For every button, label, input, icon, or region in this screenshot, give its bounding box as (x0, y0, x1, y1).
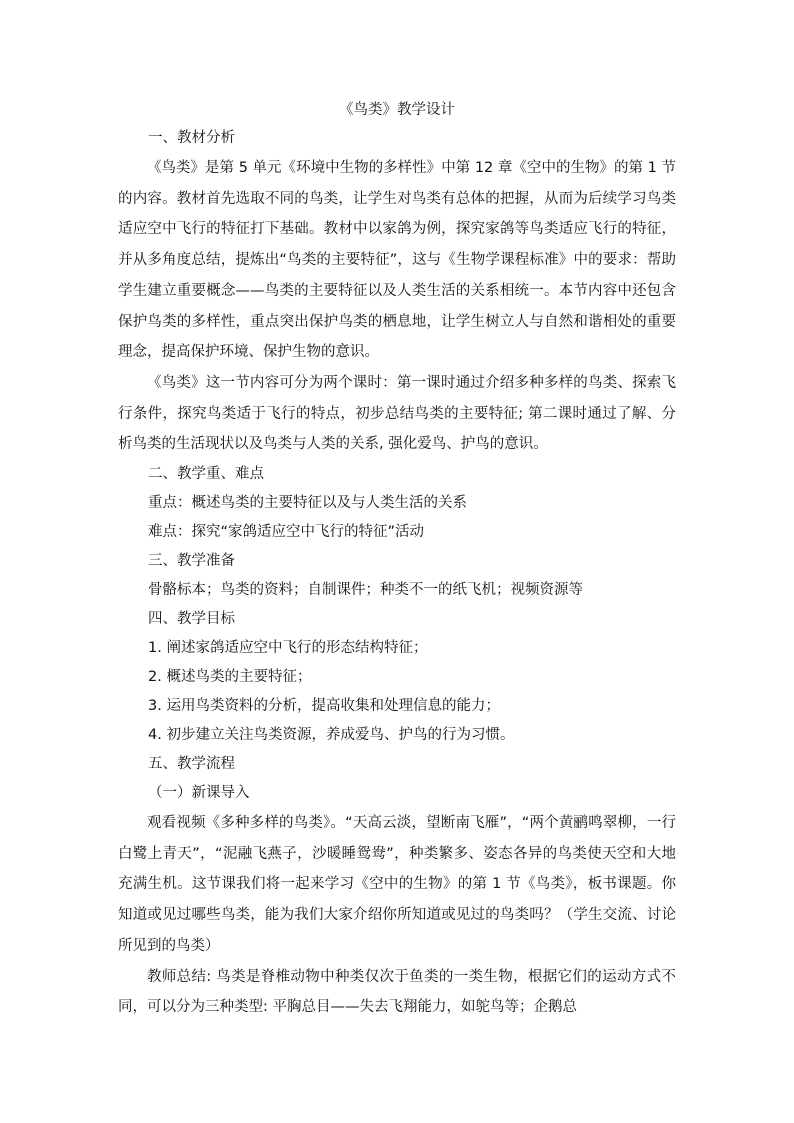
document-page (118, 96, 676, 1023)
paragraph-textbook-analysis: 《鸟类》是第 5 单元《环境中生物的多样性》中第 12 章《空中的生物》的第 1 节的内容。教材首先选取不同的鸟类，让学生对鸟类有总体的把握，从而为后续学习鸟类适应空中飞行的特征打下基础。教材中以家鸽为例，探究家鸽等鸟类适应飞行的特征，并从多角度总结，提炼出“鸟类的主要特征”，这与《生物学课程标准》中的要求：帮助学生建立重要概念——鸟类的主要特征以及人类生活的关系相统一。本节内容中还包含保护鸟类的多样性，重点突出保护鸟类的栖息地，让学生树立人与自然和谐相处的重要理念，提高保护环境、保护生物的意识。 (118, 160, 676, 361)
preparation-items: 骨骼标本；鸟类的资料；自制课件；种类不一的纸飞机；视频资源等 (148, 582, 583, 599)
section-heading-key-points: 二、教学重、难点 (148, 466, 264, 483)
section-heading-objectives: 四、教学目标 (148, 611, 235, 628)
section-heading-process: 五、教学流程 (148, 756, 235, 773)
difficult-point-line: 难点：探究“家鸽适应空中飞行的特征”活动 (148, 524, 425, 541)
objective-item: 4. 初步建立关注鸟类资源，养成爱鸟、护鸟的行为习惯。 (148, 727, 515, 744)
key-point-line: 重点：概述鸟类的主要特征以及与人类生活的关系 (148, 495, 467, 512)
objective-item: 3. 运用鸟类资料的分析，提高收集和处理信息的能力； (148, 698, 500, 715)
subsection-heading-introduction: （一）新课导入 (148, 785, 250, 802)
document-title: 《鸟类》教学设计 (339, 102, 455, 118)
paragraph-teacher-summary: 教师总结: 鸟类是脊椎动物中种类仅次于鱼类的一类生物，根据它们的运动方式不同，可以分为三种类型: 平胸总目——失去飞翔能力，如鸵鸟等；企鹅总 (118, 968, 676, 1016)
paragraph-introduction: 观看视频《多种多样的鸟类》。“天高云淡，望断南飞雁”，“两个黄鹂鸣翠柳，一行白鹭上青天”，“泥融飞燕子，沙暖睡鸳鸯”，种类繁多、姿态各异的鸟类使天空和大地充满生机。这节课我们将一起来学习《空中的生物》的第 1 节《鸟类》，板书课题。你知道或见过哪些鸟类，能为我们大家介绍你所知道或见过的鸟类吗？（学生交流、讨论所见到的鸟类） (118, 815, 676, 954)
section-heading-textbook-analysis: 一、教材分析 (148, 130, 235, 146)
objective-item: 1. 阐述家鸽适应空中飞行的形态结构特征； (148, 640, 428, 657)
paragraph-lesson-split: 《鸟类》这一节内容可分为两个课时：第一课时通过介绍多种多样的鸟类、探索飞行条件，探究鸟类适于飞行的特点，初步总结鸟类的主要特征; 第二课时通过了解、分析鸟类的生活现状以及鸟类与人类的关系, 强化爱鸟、护鸟的意识。 (118, 374, 676, 453)
objective-item: 2. 概述鸟类的主要特征； (148, 669, 312, 686)
section-heading-preparation: 三、教学准备 (148, 553, 235, 570)
